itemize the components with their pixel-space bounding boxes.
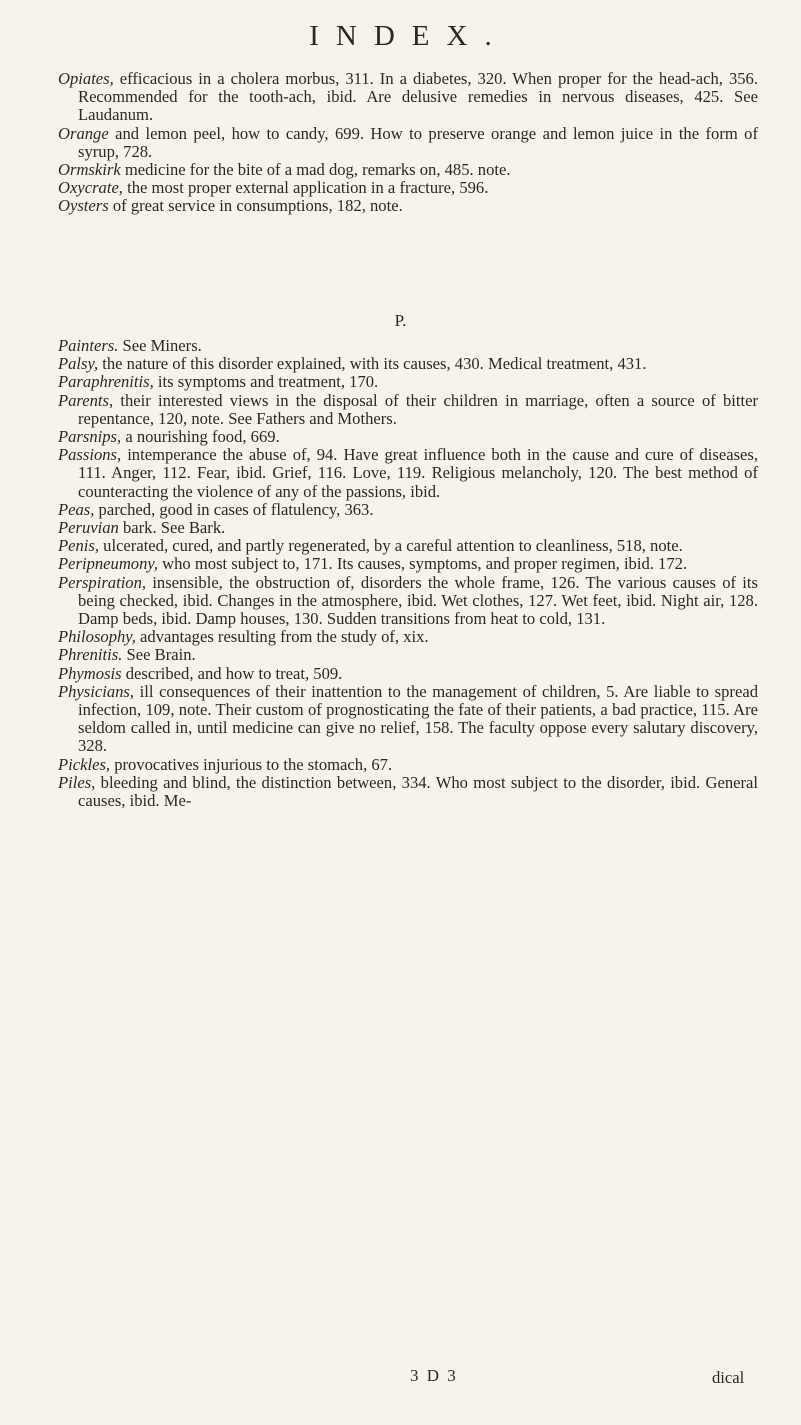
index-entry <box>58 628 758 646</box>
entry-heading: Peruvian <box>58 518 119 538</box>
entry-text: bark. See Bark. <box>118 518 226 538</box>
entry-text: provocatives injurious to the stomach, 67. <box>110 754 393 774</box>
section-letter-p: P. <box>394 311 407 330</box>
index-entry <box>58 161 758 179</box>
entry-text: insensible, the obstruction of, disorders the whole frame, 126. The various causes of its being checked, ibid. Changes in the atmosphere, ibid. Wet clothes, 127. Wet feet, ibid. Night air, 128. Damp beds, ibid. Damp houses, 130. Sudden transitions from heat to cold, 131. <box>78 572 758 629</box>
entry-text: the nature of this disorder explained, with its causes, 430. Medical treatment, 431. <box>98 354 647 374</box>
entry-heading: Phrenitis. <box>58 645 123 665</box>
index-entry <box>58 125 758 161</box>
entry-text: ulcerated, cured, and partly regenerated, by a careful attention to cleanliness, 518, note. <box>99 536 683 556</box>
index-entry <box>58 555 758 573</box>
entry-text: their interested views in the disposal of their children in marriage, often a source of bitter repentance, 120, note. See Fathers and Mothers. <box>78 390 758 428</box>
index-entry <box>58 665 758 683</box>
index-section-o <box>58 70 758 216</box>
entry-text: and lemon peel, how to candy, 699. How to preserve orange and lemon juice in the form of syrup, 728. <box>78 123 758 161</box>
entry-heading: Pickles, <box>58 754 111 774</box>
entry-heading: Opiates, <box>58 69 114 88</box>
entry-heading: Palsy, <box>58 354 99 374</box>
index-entry <box>58 392 758 428</box>
entry-heading: Physicians, <box>58 681 135 701</box>
index-entry <box>58 428 758 446</box>
index-entry <box>58 446 758 501</box>
entry-text: of great service in consumptions, 182, note. <box>108 196 403 216</box>
entry-text: See Brain. <box>122 645 196 665</box>
entry-heading: Paraphrenitis, <box>58 372 154 392</box>
entry-heading: Piles, <box>58 772 96 792</box>
index-entry <box>58 519 758 537</box>
page-header: INDEX. <box>309 20 509 52</box>
entry-text: its symptoms and treatment, 170. <box>153 372 379 392</box>
catchword: dical <box>712 1368 745 1387</box>
index-entry <box>58 70 758 125</box>
entry-heading: Perspiration, <box>58 572 147 592</box>
entry-text: bleeding and blind, the distinction between, 334. Who most subject to the disorder, ibid. General causes, ibid. Me- <box>78 772 758 811</box>
entry-heading: Ormskirk <box>58 160 121 180</box>
index-entry <box>58 501 758 519</box>
entry-text: efficacious in a cholera morbus, 311. In a diabetes, 320. When proper for the head-ach, 356. Recommended for the tooth-ach, ibid. Are delusive remedies in nervous diseases, 425. See Laudanum. <box>78 69 758 125</box>
entry-text: advantages resulting from the study of, xix. <box>135 627 429 647</box>
signature-mark: 3 D 3 <box>410 1366 458 1385</box>
entry-text: the most proper external application in a fracture, 596. <box>122 178 489 198</box>
entry-text: parched, good in cases of flatulency, 363. <box>94 499 374 519</box>
entry-heading: Oxycrate, <box>58 178 123 198</box>
entry-text: who most subject to, 171. Its causes, symptoms, and proper regimen, ibid. 172. <box>158 554 688 574</box>
entry-heading: Philosophy, <box>58 627 136 647</box>
index-entry <box>58 574 758 629</box>
entry-text: intemperance the abuse of, 94. Have great influence both in the cause and cure of diseases, 111. Anger, 112. Fear, ibid. Grief, 116. Love, 119. Religious melancholy, 120. The best method of counteracting the violence of any of the passions, ibid. <box>78 445 758 501</box>
index-entry <box>58 756 758 774</box>
entry-text: described, and how to treat, 509. <box>121 663 343 683</box>
entry-heading: Passions, <box>58 445 122 465</box>
index-section-p <box>58 337 758 810</box>
entry-text: ill consequences of their inattention to the management of children, 5. Are liable to spread infection, 109, note. Their custom of prognosticating the fate of their patients, a bad practice, 115. Are seldom called in, until medicine can give no relief, 158. The faculty oppose every salutary discovery, 328. <box>78 681 758 756</box>
entry-text: See Miners. <box>118 336 202 355</box>
entry-heading: Peas, <box>58 499 95 519</box>
entry-heading: Oysters <box>58 196 109 216</box>
entry-heading: Painters. <box>58 336 119 355</box>
index-entry <box>58 355 758 373</box>
entry-text: medicine for the bite of a mad dog, remarks on, 485. note. <box>120 160 511 180</box>
index-entry <box>58 197 758 215</box>
entry-text: a nourishing food, 669. <box>121 427 280 447</box>
entry-heading: Penis, <box>58 536 100 556</box>
index-entry <box>58 646 758 664</box>
index-entry <box>58 537 758 555</box>
index-entry <box>58 179 758 197</box>
entry-heading: Peripneumony, <box>58 554 158 574</box>
entry-heading: Orange <box>58 123 109 143</box>
entry-heading: Parents, <box>58 390 114 410</box>
index-entry <box>58 774 758 810</box>
index-entry <box>58 373 758 391</box>
entry-heading: Parsnips, <box>58 427 122 447</box>
entry-heading: Phymosis <box>58 663 122 683</box>
index-entry <box>58 683 758 756</box>
index-entry <box>58 337 758 355</box>
